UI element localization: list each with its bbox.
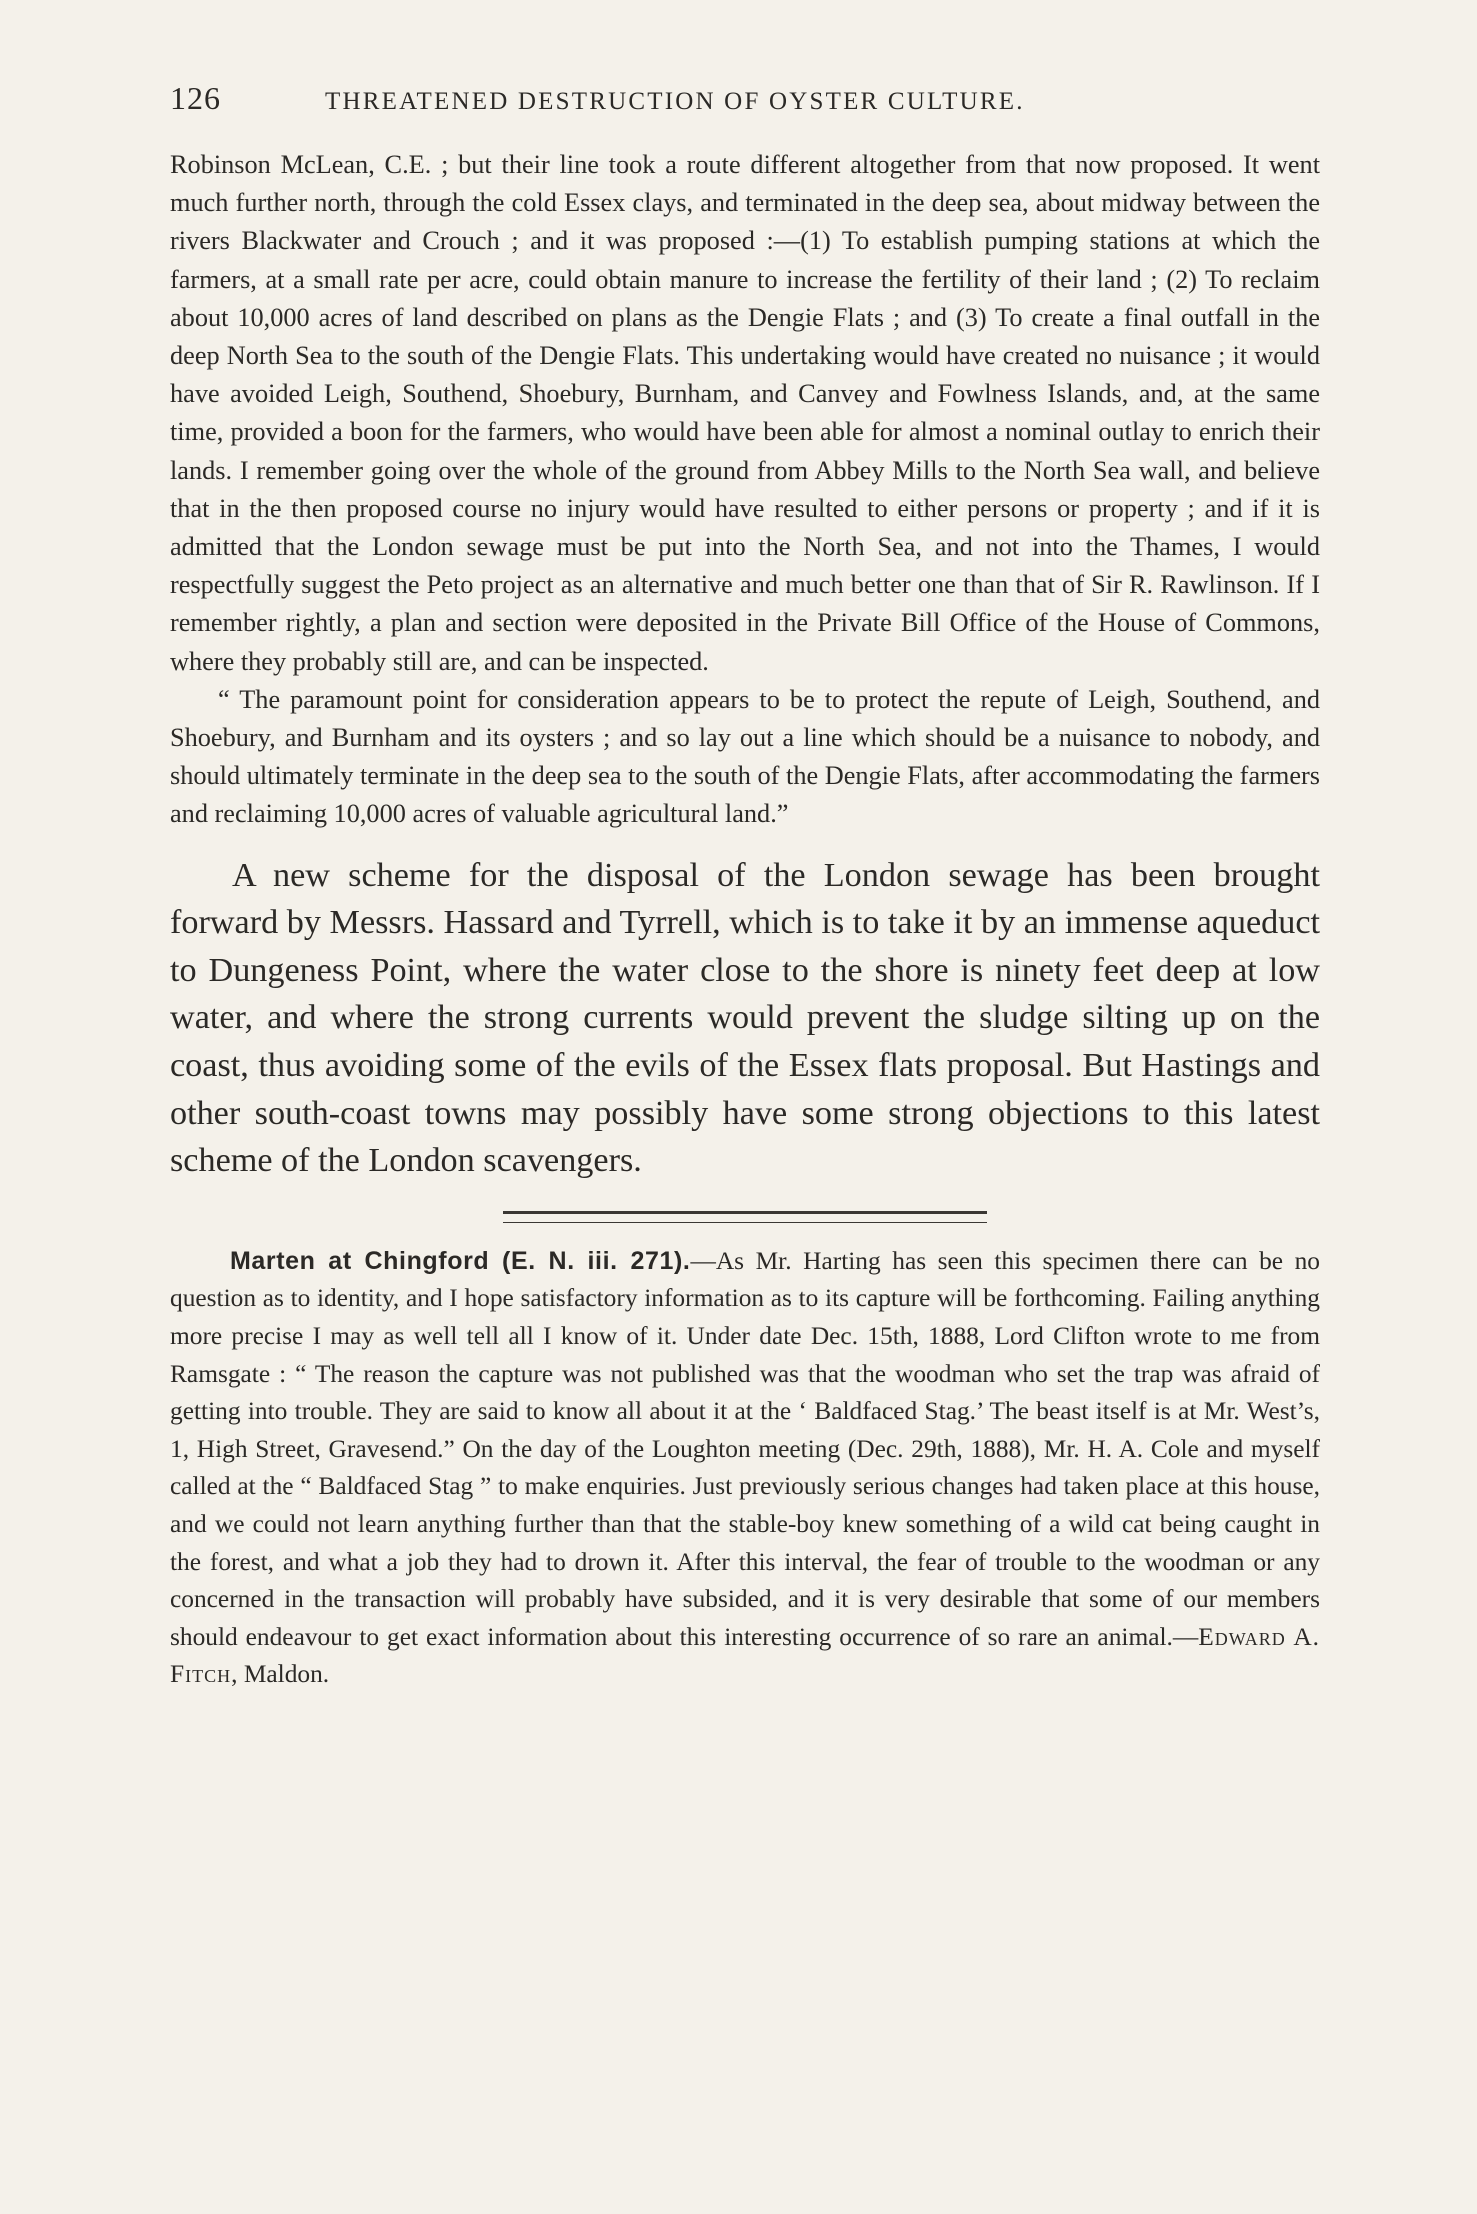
page bbox=[170, 80, 1320, 1694]
signature-name: Edward A. Fitch bbox=[170, 1622, 1321, 1689]
paragraph-new-scheme: A new scheme for the disposal of the London sewage has been brought forward by Messrs. Hassard and Tyrrell, which is to take it by an immense aqueduct to Dungeness Point, where the water close to the shore is ninety feet deep at low water, and where the strong currents would prevent the sludge silting up on the coast, thus avoiding some of the evils of the Essex flats proposal. But Hastings and other south-coast towns may possibly have some strong objections to this latest scheme of the London scavengers. bbox=[170, 856, 1320, 1180]
note-text: —As Mr. Harting has seen this specimen there can be no question as to identity, and I hope satisfactory information as to its capture will be forthcoming. Failing anything more precise I may as well tell all I know of it. Under date Dec. 15th, 1888, Lord Clifton wrote to me from Ramsgate : “ The reason the capture was not published was that the woodman who set the trap was afraid of getting into trouble. They are said to know all about it at the ‘ Baldfaced Stag.’ The beast itself is at Mr. West’s, 1, High Street, Gravesend.” On the day of the Loughton meeting (Dec. 29th, 1888), Mr. H. A. Cole and myself called at the “ Baldfaced Stag ” to make enquiries. Just previously serious changes had taken place at this house, and we could not learn anything further than that the stable-boy knew something of a wild cat being caught in the forest, and what a job they had to drown it. After this interval, the fear of trouble to the woodman or any concerned in the transaction will probably have subsided, and it is very desirable that some of our members should endeavour to get exact information about this interesting occurrence of so rare an animal.— bbox=[170, 1246, 1320, 1651]
page-number: 126 bbox=[170, 80, 221, 116]
signature-place: , Maldon. bbox=[231, 1660, 330, 1689]
editorial-section bbox=[170, 852, 1320, 1185]
quoted-letter bbox=[170, 146, 1320, 834]
paragraph-continuation: Robinson McLean, C.E. ; but their line took a route different altogether from that now proposed. It went much further north, through the cold Essex clays, and terminated in the deep sea, about midway between the rivers Blackwater and Crouch ; and it was proposed :—(1) To establish pumping stations at which the farmers, at a small rate per acre, could obtain manure to increase the fertility of their land ; (2) To reclaim about 10,000 acres of land described on plans as the Dengie Flats ; and (3) To create a final outfall in the deep North Sea to the south of the Dengie Flats. This undertaking would have created no nuisance ; it would have avoided Leigh, Southend, Shoebury, Burnham, and Canvey and Fowlness Islands, and, at the same time, provided a boon for the farmers, who would have been able for almost a nominal outlay to enrich their lands. I remember going over the whole of the ground from Abbey Mills to the North Sea wall, and believe that in the then proposed course no injury would have resulted to either persons or property ; and if it is admitted that the London sewage must be put into the North Sea, and not into the Thames, I would respectfully suggest the Peto project as an alternative and much better one than that of Sir R. Rawlinson. If I remember rightly, a plan and section were deposited in the Private Bill Office of the House of Commons, where they probably still are, and can be inspected. bbox=[170, 150, 1320, 676]
note-heading: Marten at Chingford (E. N. iii. 271). bbox=[230, 1246, 691, 1275]
running-title: THREATENED DESTRUCTION OF OYSTER CULTURE. bbox=[325, 88, 1025, 115]
note-paragraph bbox=[170, 1243, 1320, 1694]
running-head bbox=[170, 80, 1320, 132]
section-divider bbox=[503, 1211, 987, 1223]
note-marten bbox=[170, 1243, 1320, 1694]
paragraph-quotation: “ The paramount point for consideration appears to be to protect the repute of Leigh, Southend, and Shoebury, and Burnham and its oysters ; and so lay out a line which should be a nuisance to nobody, and should ultimately terminate in the deep sea to the south of the Dengie Flats, after accommodating the farmers and reclaiming 10,000 acres of valuable agricultural land.” bbox=[170, 684, 1320, 829]
